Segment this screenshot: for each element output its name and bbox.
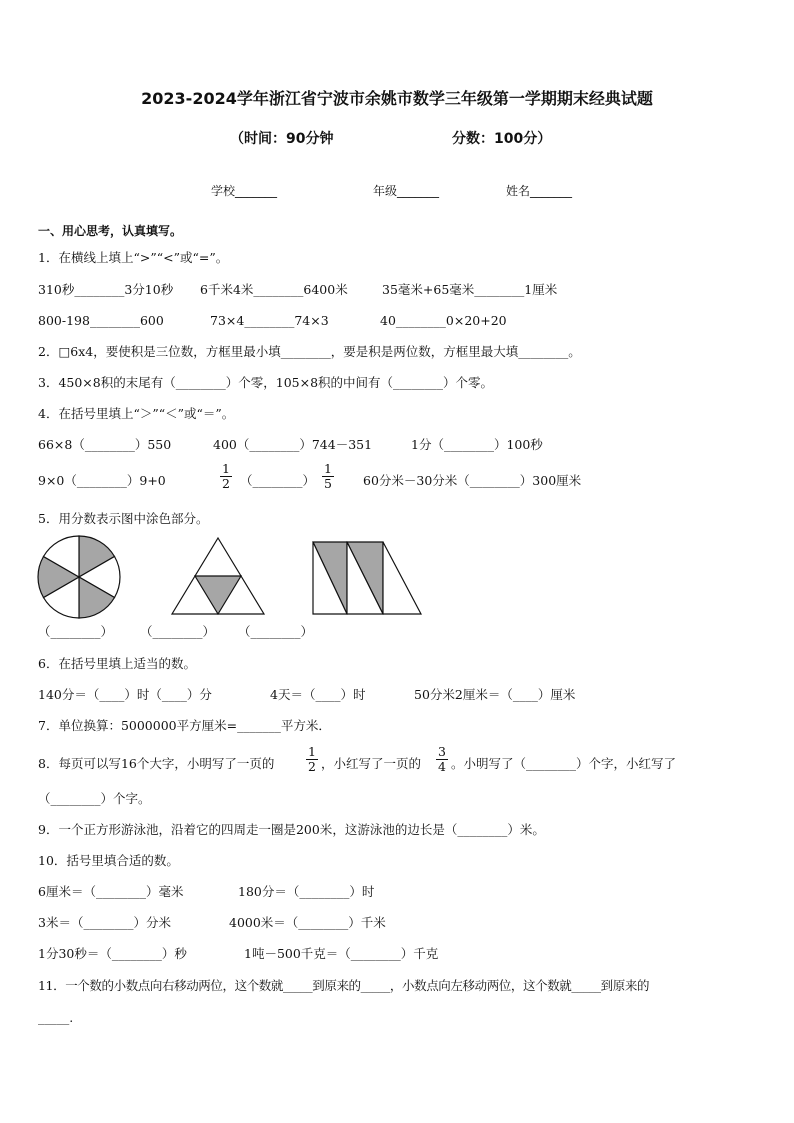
q10-item: 3米＝（________）分米	[38, 915, 171, 930]
q1-item: 800-198________600	[38, 313, 164, 328]
shaded-triangle-figure	[170, 536, 266, 616]
q4-item: 9×0（________）9+0	[38, 473, 166, 488]
grade-field: 年级_______	[373, 184, 440, 198]
q6-item: 50分米2厘米＝（____）厘米	[414, 687, 576, 702]
section-heading: 一、用心思考，认真填写。	[38, 224, 183, 238]
name-field: 姓名_______	[506, 184, 573, 198]
q4-item: 400（________）744－351	[213, 437, 373, 452]
q5-answer-blank[interactable]: （________）	[140, 624, 216, 639]
q10-item: 4000米＝（________）千米	[229, 915, 386, 930]
question-8-part-b: ，小红写了一页的	[321, 756, 422, 771]
q1-item: 73×4________74×3	[210, 313, 329, 328]
school-field: 学校_______	[211, 184, 278, 198]
q1-item: 6千米4米________6400米	[200, 282, 348, 297]
question-7: 7．单位换算：5000000平方厘米=_______平方米．	[38, 718, 331, 733]
q10-item: 1吨－500千克＝（________）千克	[244, 946, 439, 961]
q1-item: 310秒________3分10秒	[38, 282, 174, 297]
question-11-line-2: _____.	[38, 1010, 74, 1025]
question-5-stem: 5．用分数表示图中涂色部分。	[38, 511, 209, 526]
q8-fraction-1: $\frac{1}{2}$	[308, 744, 316, 774]
q1-item: 40________0×20+20	[380, 313, 507, 328]
question-8-part-c: 。小明写了（________）个字，小红写了	[451, 756, 677, 771]
page-title: 2023-2024学年浙江省宁波市余姚市数学三年级第一学期期末经典试题	[141, 89, 653, 108]
question-8-part-d: （________）个字。	[38, 791, 151, 806]
question-11-line-1: 11．一个数的小数点向右移动两位，这个数就_____到原来的_____，小数点向左移动两位，这个数就_____到原来的	[38, 978, 650, 993]
question-6-stem: 6．在括号里填上适当的数。	[38, 656, 196, 671]
q1-item: 35毫米+65毫米________1厘米	[382, 282, 558, 297]
shaded-circle-figure	[34, 532, 124, 622]
score-label: 分数：100分）	[452, 131, 552, 147]
q5-answer-blank[interactable]: （________）	[38, 624, 114, 639]
q8-fraction-2: $\frac{3}{4}$	[438, 744, 446, 774]
q4-item: 60分米－30分米（________）300厘米	[363, 473, 582, 488]
q6-item: 4天＝（____）时	[270, 687, 366, 702]
q4-item: 1分（________）100秒	[411, 437, 543, 452]
q4-item: 66×8（________）550	[38, 437, 172, 452]
question-2: 2．□6x4，要使积是三位数，方框里最小填________，要是积是两位数，方框里最大填________。	[38, 344, 581, 359]
q10-item: 1分30秒＝（________）秒	[38, 946, 187, 961]
question-4-stem: 4．在括号里填上“＞”“＜”或“＝”。	[38, 406, 235, 421]
q10-item: 6厘米＝（________）毫米	[38, 884, 184, 899]
question-1-stem: 1．在横线上填上“>”“<”或“=”。	[38, 250, 229, 265]
q10-item: 180分＝（________）时	[238, 884, 375, 899]
q4-blank: （________）	[240, 473, 316, 488]
q6-item: 140分＝（____）时（____）分	[38, 687, 212, 702]
shaded-parallelogram-figure	[311, 540, 425, 616]
question-9: 9．一个正方形游泳池，沿着它的四周走一圈是200米，这游泳池的边长是（________）米。	[38, 822, 545, 837]
q4-fraction-a: $\frac{1}{2}$	[222, 461, 230, 491]
question-8-part-a: 8．每页可以写16个大字，小明写了一页的	[38, 756, 275, 771]
time-label: （时间：90分钟	[230, 131, 334, 147]
question-10-stem: 10．括号里填合适的数。	[38, 853, 179, 868]
q4-fraction-b: $\frac{1}{5}$	[324, 461, 332, 491]
q5-answer-blank[interactable]: （________）	[238, 624, 314, 639]
question-3: 3．450×8积的末尾有（________）个零，105×8积的中间有（________）个零。	[38, 375, 494, 390]
